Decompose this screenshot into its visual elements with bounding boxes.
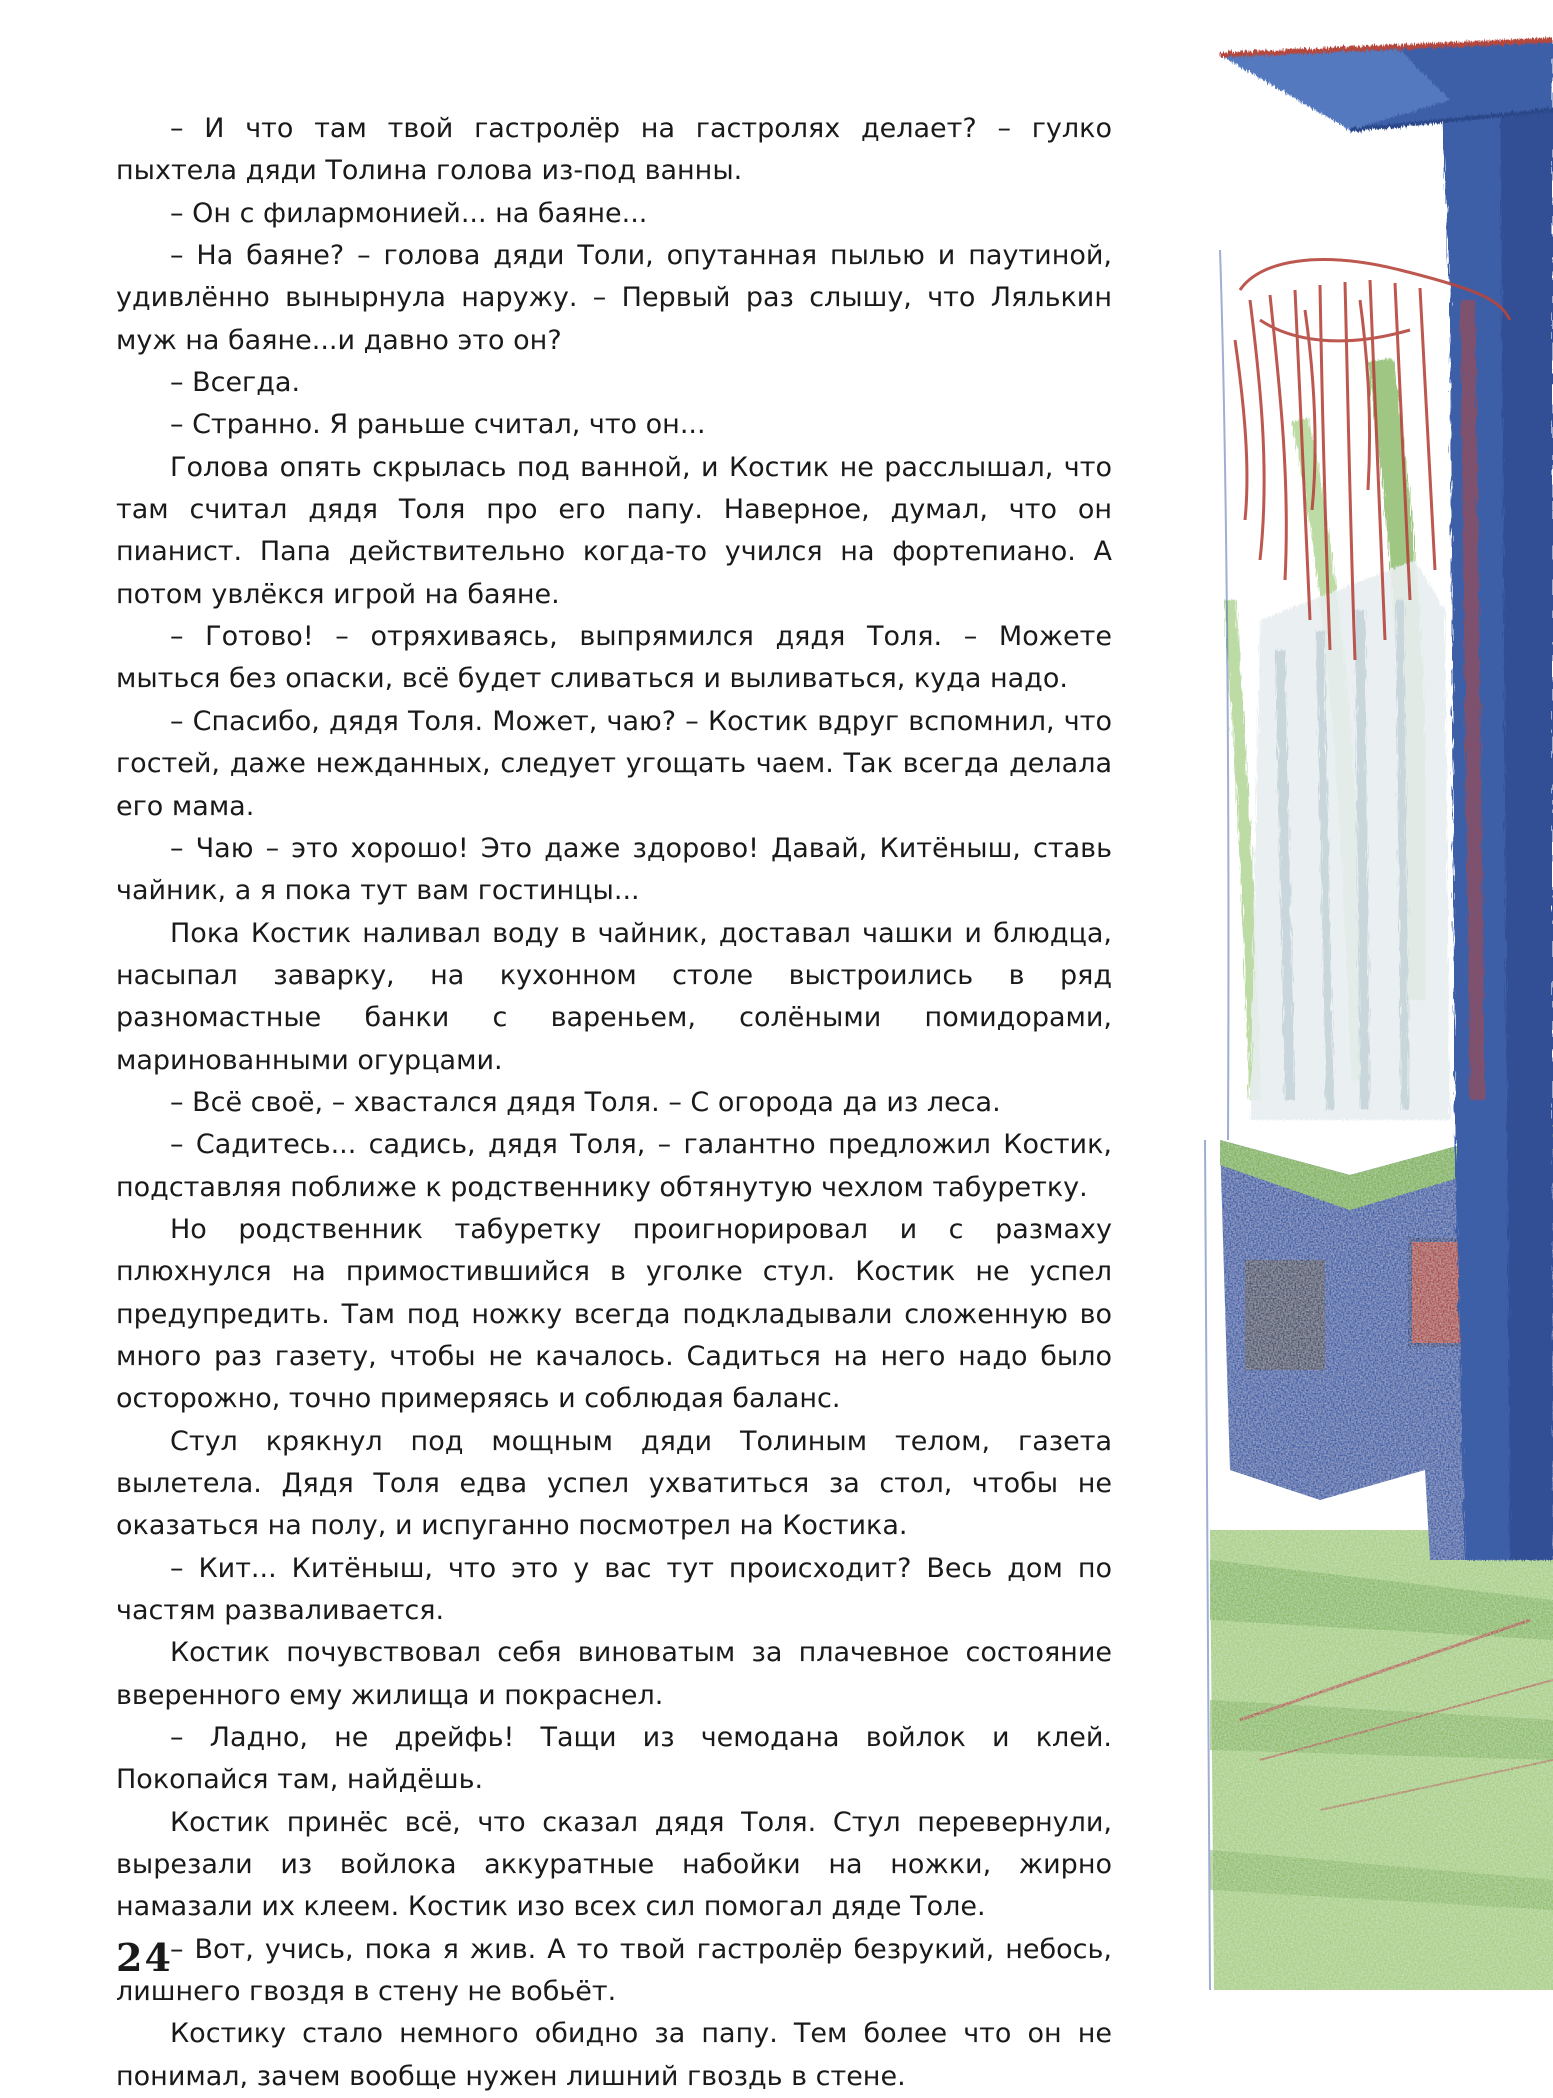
page-number: 24	[116, 1935, 173, 1980]
paragraph: Костик почувствовал себя виноватым за плачевное состояние вверенного ему жилища и покраснел.	[116, 1637, 1112, 1711]
paragraph: – Спасибо, дядя Толя. Может, чаю? – Костик вдруг вспомнил, что гостей, даже нежданных, следует угощать чаем. Так всегда делала его мама.	[116, 705, 1112, 822]
illustration-canvas	[1200, 0, 1553, 2048]
paragraph: – Всё своё, – хвастался дядя Толя. – С огорода да из леса.	[170, 1086, 1001, 1118]
curtain-shape	[1250, 560, 1450, 1120]
paragraph: Пока Костик наливал воду в чайник, доставал чашки и блюдца, насыпал заварку, на кухонном столе выстроились в ряд разномастные банки с вареньем, солёными помидорами, маринованными огурцами.	[116, 917, 1112, 1076]
crayon-illustration	[1200, 0, 1553, 2048]
paragraph: – Вот, учись, пока я жив. А то твой гастролёр безрукий, небось, лишнего гвоздя в стену не вобьёт.	[116, 1933, 1112, 2008]
paragraph: Костик принёс всё, что сказал дядя Толя. Стул перевернули, вырезали из войлока аккуратные набойки на ножки, жирно намазали их клеем. Костик изо всех сил помогал дяде Толе.	[116, 1806, 1112, 1923]
paragraph: Стул крякнул под мощным дяди Толиным телом, газета вылетела. Дядя Толя едва успел ухватиться за стол, чтобы не оказаться на полу, и испуганно посмотрел на Костика.	[116, 1425, 1112, 1542]
paragraph: – И что там твой гастролёр на гастролях делает? – гулко пыхтела дяди Толина голова из-под ванны.	[116, 113, 1112, 187]
paragraph: – Ладно, не дрейфь! Тащи из чемодана войлок и клей. Покопайся там, найдёшь.	[116, 1722, 1112, 1796]
paragraph: – Кит... Китёныш, что это у вас тут происходит? Весь дом по частям разваливается.	[116, 1552, 1112, 1627]
paragraph: Но родственник табуретку проигнорировал и с размаху плюхнулся на примостившийся в уголке стул. Костик не успел предупредить. Там под ножку всегда подкладывали сложенную во много раз газету, чтобы не качалось. Садиться на него надо было осторожно, точно примеряясь и соблюдая баланс.	[116, 1213, 1112, 1415]
paragraph: – Садитесь... садись, дядя Толя, – галантно предложил Костик, подставляя поближе к родственнику обтянутую чехлом табуретку.	[116, 1129, 1112, 1203]
ceiling-beam-shape	[1220, 40, 1553, 130]
paragraph: – Всегда.	[170, 367, 301, 399]
text-column	[116, 108, 1112, 2098]
paragraph: – На баяне? – голова дяди Толи, опутанная пылью и паутиной, удивлённо вынырнула наружу. – Первый раз слышу, что Лялькин муж на баяне...и давно это он?	[116, 240, 1112, 356]
floor-shape	[1210, 1530, 1553, 1990]
paragraph: Голова опять скрылась под ванной, и Костик не расслышал, что там считал дядя Толя про его папу. Наверное, думал, что он пианист. Папа действительно когда-то учился на фортепиано. А потом увлёкся игрой на баяне.	[116, 451, 1112, 610]
paragraph: Костику стало немного обидно за папу. Тем более что он не понимал, зачем вообще нужен лишний гвоздь в стене.	[116, 2018, 1112, 2092]
paragraph: – Странно. Я раньше считал, что он...	[170, 409, 706, 441]
paragraph: – Он с филармонией... на баяне...	[170, 197, 648, 229]
paragraph: – Готово! – отряхиваясь, выпрямился дядя Толя. – Можете мыться без опаски, всё будет сливаться и выливаться, куда надо.	[116, 621, 1112, 695]
paragraph: – Чаю – это хорошо! Это даже здорово! Давай, Китёныш, ставь чайник, а я пока тут вам гостинцы...	[116, 832, 1112, 907]
